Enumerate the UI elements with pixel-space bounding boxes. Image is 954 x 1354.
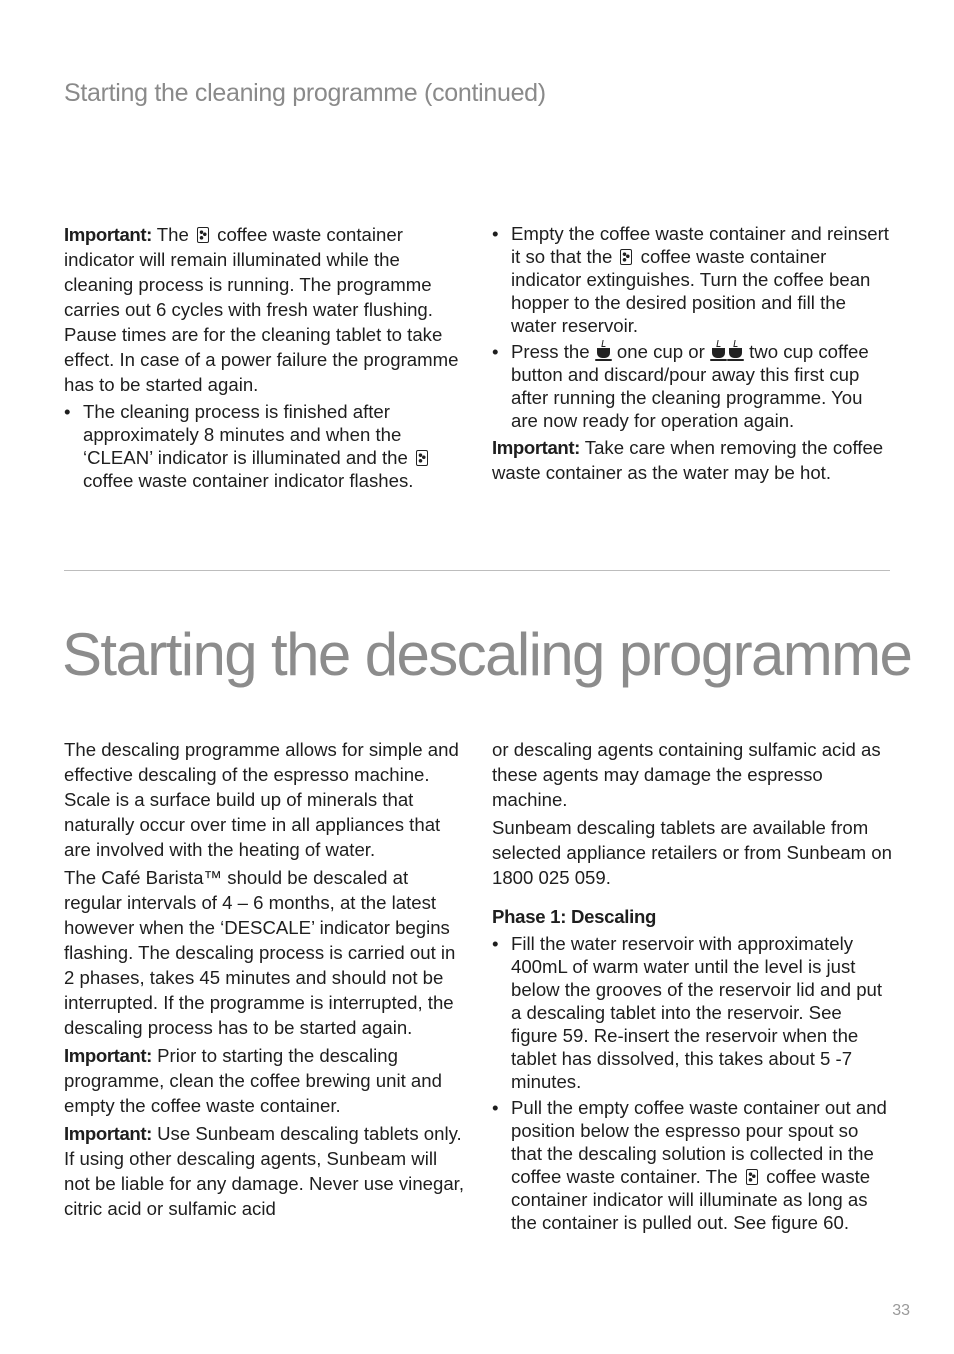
phase-1-heading: Phase 1: Descaling bbox=[492, 906, 657, 927]
phase-1-steps-list bbox=[492, 932, 892, 1234]
coffee-waste-container-icon bbox=[416, 450, 428, 466]
coffee-waste-container-icon bbox=[746, 1169, 758, 1185]
descaling-warning-continued: or descaling agents containing sulfamic acid as these agents may damage the espresso machine. bbox=[492, 739, 881, 810]
cleaning-left-column bbox=[64, 222, 464, 495]
important-label: Important: bbox=[64, 224, 152, 245]
cleaning-hot-water-note bbox=[492, 435, 892, 485]
descaling-availability-paragraph: Sunbeam descaling tablets are available from selected appliance retailers or from Sunbeam on 1800 025 059. bbox=[492, 817, 892, 888]
bullet-text-start: The cleaning process is finished after approximately 8 minutes and when the ‘CLEAN’ indicator is illuminated and the bbox=[83, 401, 408, 468]
important-text: Prior to starting the descaling programme, clean the coffee brewing unit and empty the coffee waste container. bbox=[64, 1045, 442, 1116]
list-item bbox=[492, 340, 892, 432]
descaling-left-column bbox=[64, 737, 464, 1224]
section-header-title: Starting the cleaning programme (continued) bbox=[64, 78, 546, 107]
descaling-interval-paragraph: The Café Barista™ should be descaled at regular intervals of 4 – 6 months, at the latest however when the ‘DESCALE’ indicator begins flashing. The descaling process is carried out in 2 phases, takes 45 minutes and should not be interrupted. If the programme is interrupted, the descaling process has to be started again. bbox=[64, 867, 456, 1038]
important-label: Important: bbox=[64, 1123, 152, 1144]
page-title: Starting the descaling programme bbox=[62, 621, 912, 688]
cleaning-steps-list bbox=[492, 222, 892, 432]
cleaning-right-column bbox=[492, 222, 892, 488]
two-cup-icon bbox=[712, 348, 725, 358]
bullet-text-rest: coffee waste container indicator will illuminate as long as the container is pulled out. See figure 60. bbox=[511, 1166, 871, 1233]
coffee-waste-container-icon bbox=[620, 249, 632, 265]
cleaning-bullet-list bbox=[64, 400, 464, 492]
bullet-text-rest: two cup coffee button and discard/pour away this first cup after running the cleaning programme. You are now ready for operation again. bbox=[511, 341, 869, 431]
list-item: • Fill the water reservoir with approximately 400mL of warm water until the level is just below the grooves of the reservoir lid and put a descaling tablet into the reservoir. See figure 59. Re-insert the reservoir when the tablet has dissolved, this takes about 5 -7 minutes. bbox=[492, 932, 892, 1093]
important-text-rest: coffee waste container indicator will remain illuminated while the cleaning process is running. The programme carries out 6 cycles with fresh water flushing. Pause times are for the cleaning tablet to take effect. In case of a power failure the programme has to be started again. bbox=[64, 224, 459, 395]
bullet-text-start: Empty the coffee waste container and reinsert it so that the bbox=[511, 223, 889, 267]
section-divider bbox=[64, 570, 890, 571]
bullet-text-start: Pull the empty coffee waste container out and position below the espresso pour spout so that the descaling solution is collected in the coffee waste container. The bbox=[511, 1097, 887, 1187]
cleaning-important-note bbox=[64, 222, 464, 397]
page-number: 33 bbox=[892, 1302, 910, 1319]
bullet-text-middle: one cup or bbox=[616, 341, 705, 362]
bullet-text-start: Press the bbox=[511, 341, 590, 362]
descaling-right-column bbox=[492, 737, 892, 1237]
coffee-waste-container-icon bbox=[197, 227, 209, 243]
important-label: Important: bbox=[64, 1045, 152, 1066]
two-cup-icon-second bbox=[729, 348, 742, 358]
descaling-important-tablets bbox=[64, 1121, 464, 1221]
descaling-important-prior bbox=[64, 1043, 464, 1118]
important-text: Take care when removing the coffee waste container as the water may be hot. bbox=[492, 437, 884, 483]
important-text: Use Sunbeam descaling tablets only. If using other descaling agents, Sunbeam will not be liable for any damage. Never use vinegar, citric acid or sulfamic acid bbox=[64, 1123, 465, 1219]
list-item bbox=[492, 222, 892, 337]
descaling-intro-paragraph: The descaling programme allows for simple and effective descaling of the espresso machine. Scale is a surface build up of minerals that naturally occur over time in all appliances that are involved with the heating of water. bbox=[64, 739, 459, 860]
list-item bbox=[492, 1096, 892, 1234]
important-text-start: The bbox=[156, 224, 189, 245]
bullet-text-rest: coffee waste container indicator flashes. bbox=[83, 470, 414, 491]
bullet-text-rest: coffee waste container indicator extinguishes. Turn the coffee bean hopper to the desired position and fill the water reservoir. bbox=[511, 246, 871, 336]
list-item bbox=[64, 400, 464, 492]
one-cup-icon bbox=[597, 348, 610, 358]
important-label: Important: bbox=[492, 437, 580, 458]
